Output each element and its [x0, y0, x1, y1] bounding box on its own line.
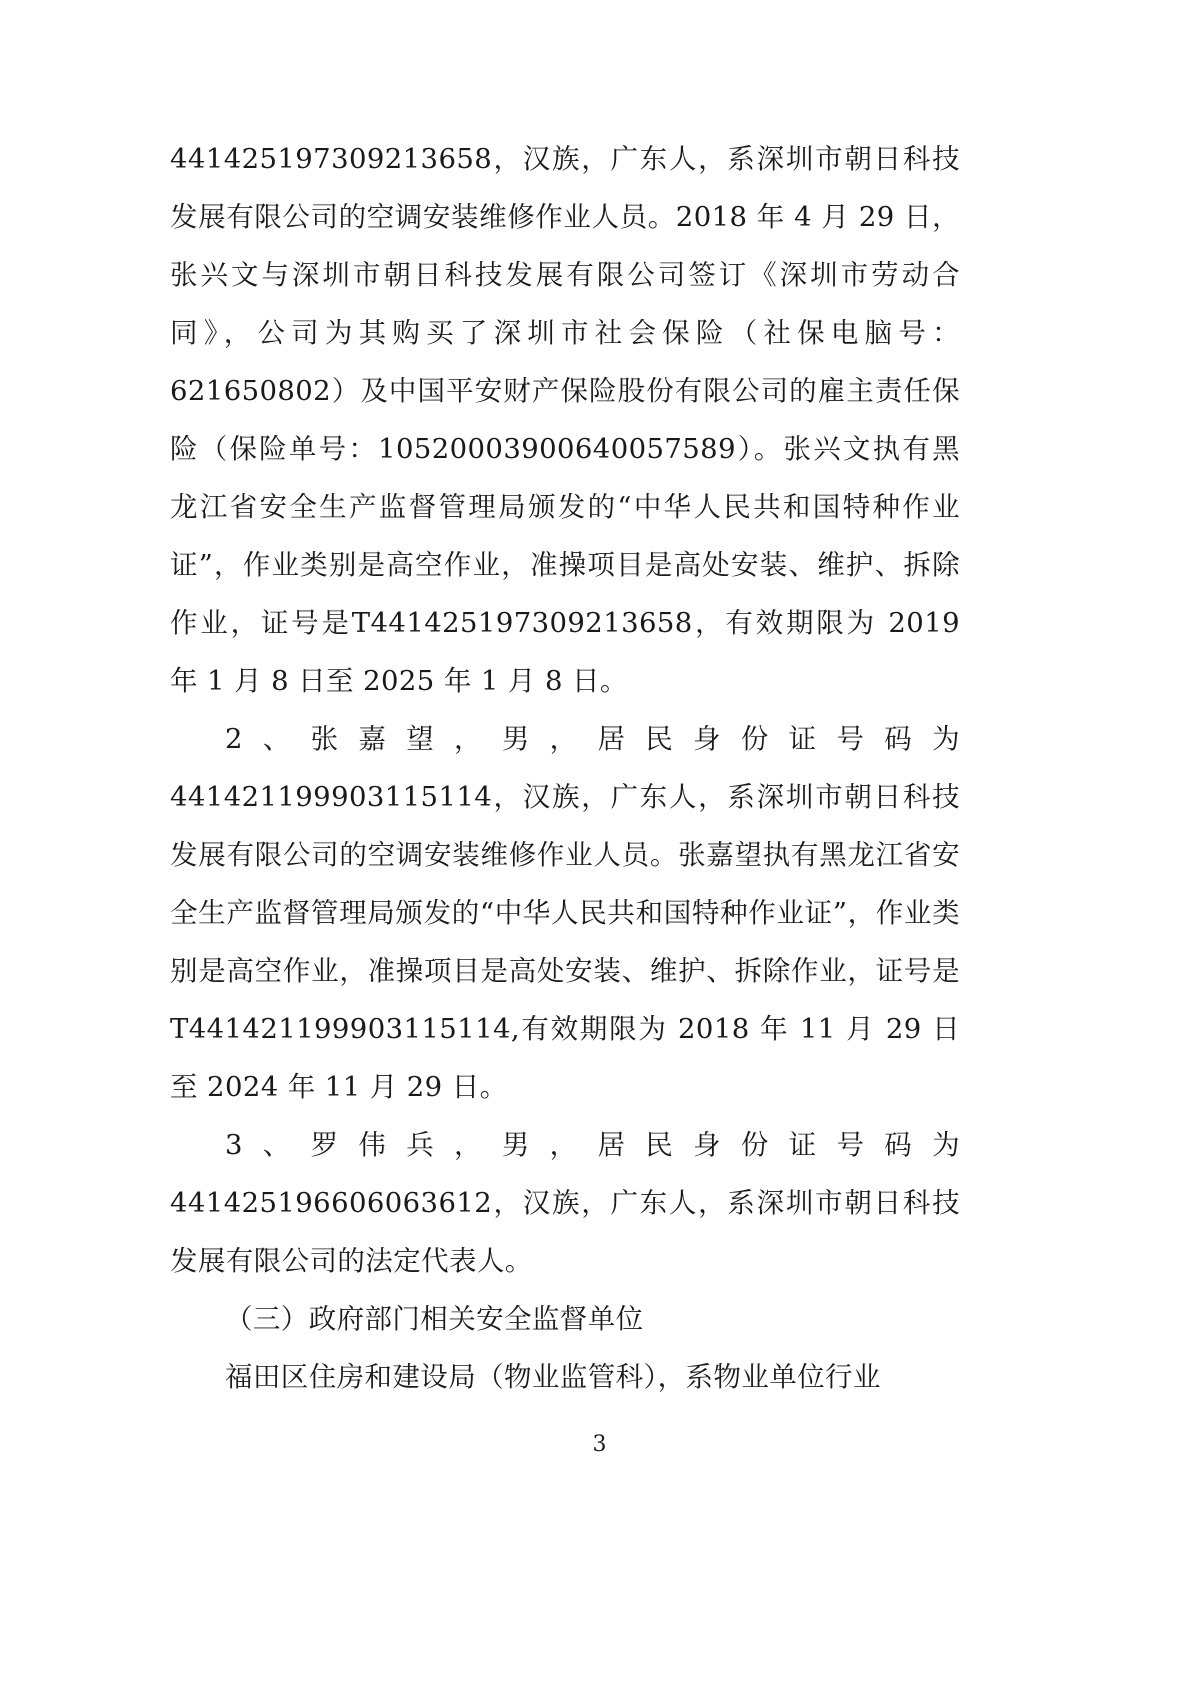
paragraph-5: 福田区住房和建设局（物业监管科），系物业单位行业: [225, 1361, 881, 1393]
paragraph-4-section-heading: （三）政府部门相关安全监督单位: [225, 1303, 644, 1335]
paragraph-1: 441425197309213658，汉族，广东人，系深圳市朝日科技发展有限公司的空调安装维修作业人员。2018 年 4 月 29 日，张兴文与深圳市朝日科技发展有限公司签订《深圳市劳动合同》，公司为其购买了深圳市社会保险（社保电脑号：621650802）及中国平安财产保险股份有限公司的雇主责任保险（保险单号：10520003900640057589）。张兴文执有黑龙江省安全生产监督管理局颁发的“中华人民共和国特种作业证”，作业类别是高空作业，准操项目是高处安装、维护、拆除作业，证号是T441425197309213658，有效期限为 2019 年 1 月 8 日至 2025 年 1 月 8 日。: [170, 143, 970, 697]
paragraph-2: 2、张嘉望，男，居民身份证号码为 441421199903115114，汉族，广东人，系深圳市朝日科技发展有限公司的空调安装维修作业人员。张嘉望执有黑龙江省安全生产监督管理局颁发的“中华人民共和国特种作业证”，作业类别是高空作业，准操项目是高处安装、维护、拆除作业，证号是T441421199903115114,有效期限为 2018 年 11 月 29 日至 2024 年 11 月 29 日。: [170, 723, 970, 1103]
paragraph-3: 3、罗伟兵，男，居民身份证号码为 441425196606063612，汉族，广东人，系深圳市朝日科技发展有限公司的法定代表人。: [170, 1129, 970, 1277]
page-body: [170, 130, 970, 1406]
page-number: 3: [592, 1432, 607, 1457]
